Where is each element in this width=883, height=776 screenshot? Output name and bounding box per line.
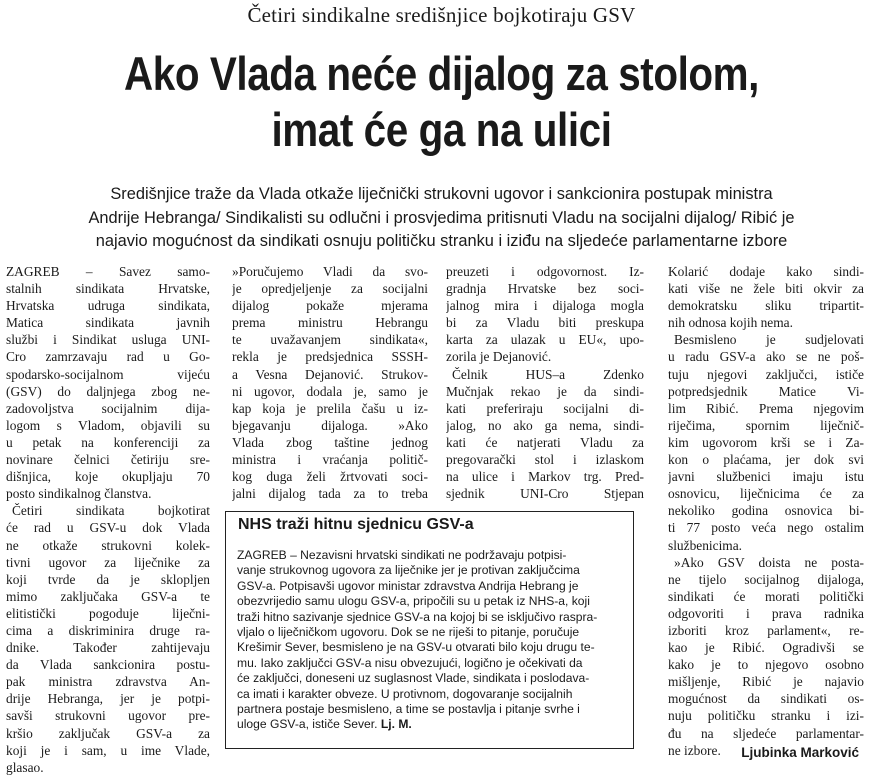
article-column-4	[668, 263, 864, 759]
sidebar-box-line	[237, 640, 621, 655]
article-line: nekoliko godina osnovica bi-	[668, 503, 864, 519]
article-line: bjegavanju dijaloga. »Ako	[232, 417, 428, 433]
article-line: elitistički pogoduje liječni-	[6, 605, 210, 621]
sidebar-box-line-text: mu. Iako zaključci GSV-a nisu obvezujući, logično je očekivati da	[237, 655, 583, 670]
article-line: karta za ulazak u EU«, upo-	[446, 332, 644, 348]
article-line: novinare čelnici četiriju sre-	[6, 452, 210, 468]
article-line: tivni ugovor za liječnike za	[6, 554, 210, 570]
article-line: kog duga želi žrtvovati soci-	[232, 469, 428, 485]
article-line: potpredsjednik Matice Vi-	[668, 383, 864, 399]
article-line: na ulice i Markov trg. Pred-	[446, 469, 644, 485]
sidebar-box-line	[237, 610, 621, 625]
sidebar-box-line	[237, 687, 621, 702]
article-line: kim ugovorom krši se i Za-	[668, 434, 864, 450]
article-line: jalog, no ako ga nema, sindi-	[446, 417, 644, 433]
headline-line: Ako Vlada neće dijalog za stolom,	[124, 47, 759, 100]
article-line: sindikati će morati politički	[668, 588, 864, 604]
article-line: da Vlada sankcionira postu-	[6, 657, 210, 673]
sidebar-box-line	[237, 563, 621, 578]
article-line: kati preferiraju socijalni di-	[446, 400, 644, 416]
article-line: spodarsko-socijalnom vijeću	[6, 366, 210, 382]
headline-line: imat će ga na ulici	[271, 103, 612, 156]
sidebar-box-line	[237, 594, 621, 609]
article-line: tuju njegovi zaključci, ističe	[668, 366, 864, 382]
sidebar-box-line-text: ZAGREB – Nezavisni hrvatski sindikati ne podržavaju potpisi-	[237, 548, 567, 562]
article-line: demokratsku sliku tripartit-	[668, 298, 864, 314]
article-line: nih odnosa kojih nema.	[668, 315, 793, 331]
article-line: Kolarić dodaje kako sindi-	[668, 264, 864, 279]
sidebar-box-line-text: obezvrijedio samu ulogu GSV-a, pripočili su u petak iz NHS-a, koji	[237, 594, 590, 609]
article-line: koji tvrde da je sklopljen	[6, 571, 210, 587]
article-line: službenicima.	[668, 537, 742, 553]
sidebar-box-line	[237, 625, 621, 640]
lede-line: Andrije Hebranga/ Sindikalisti su odlučni i prosvjedima pritisnuti Vladu na socijalni dijalog/ Ribić je	[88, 208, 795, 227]
article-line: ti 77 posto veća nego ostalim	[668, 520, 864, 536]
article-column-1	[6, 263, 210, 776]
article-line: kon o plaćama, jer dok svi	[668, 452, 864, 468]
article-line: rekla je predsjednica SSSH-	[232, 349, 428, 365]
article-line: ministra i vraćanja politič-	[232, 452, 428, 468]
sidebar-box-line	[237, 671, 621, 686]
article-line: kap koja je prelila čašu u iz-	[232, 400, 428, 416]
sidebar-box-line-text: partnera postaje besmisleno, a time se postavlja i pitanje svrhe i	[237, 701, 580, 716]
article-line: koji je i sam, u ime Vlade,	[6, 742, 210, 758]
article-line: ne izbore.	[668, 742, 721, 758]
article-line: Četiri sindikata bojkotirat	[12, 503, 210, 519]
article-line: kršio zaključak GSV-a za	[6, 725, 210, 741]
article-line: jalni dijalog tada za to treba	[232, 486, 428, 502]
article-line: kako je to njegovo osobno	[668, 657, 864, 673]
article-line: pregovarački stol i izlaskom	[446, 452, 644, 468]
article-line: sjednik UNI-Cro Stjepan	[446, 486, 644, 502]
sidebar-box-title: NHS traži hitnu sjednicu GSV-a	[238, 516, 474, 533]
article-line: dnike. Također zahtijevaju	[6, 640, 210, 656]
article-line: kati će natjerati Vladu za	[446, 434, 644, 450]
sidebar-box-line	[237, 717, 621, 732]
article-line: jalnog mira i dijaloga mogla	[446, 298, 644, 314]
lede	[0, 183, 883, 254]
sidebar-box-line-text: GSV-a. Potpisavši ugovor ministar zdravstva Andrija Hebrang je	[237, 578, 579, 593]
article-line: bi za Vladu biti preskupa	[446, 315, 644, 331]
byline: Ljubinka Marković	[741, 745, 859, 760]
article-line: u petak na konferenciji za	[6, 434, 210, 450]
kicker: Četiri sindikalne središnjice bojkotiraju GSV	[247, 3, 636, 27]
article-line: izboriti kroz parlament«, re-	[668, 622, 864, 638]
article-line: logom s Vladom, objavili su	[6, 417, 210, 433]
article-line: a Vesna Dejanović. Strukov-	[232, 366, 428, 382]
article-line: osnovicu, liječnicima će za	[668, 486, 864, 502]
article-line: ne tijelo socijalnog dijaloga,	[668, 571, 864, 587]
article-line: Besmisleno je sudjelovati	[674, 332, 864, 348]
lede-line: Središnjice traže da Vlada otkaže liječnički strukovni ugovor i sankcionira postupak ministra	[110, 185, 773, 203]
article-line: prema ministru Hebrangu	[232, 315, 428, 331]
sidebar-box-line-text: vljalo o liječničkom ugovoru. Dok se ne riješi to pitanje, poručuje	[237, 624, 580, 639]
article-line: ZAGREB – Savez samo-	[6, 264, 210, 279]
sidebar-box-line-text: Krešimir Sever, besmisleno je na GSV-u otvarati bilo koju drugu te-	[237, 640, 595, 655]
article-line: te uvažavanjem sindikata«,	[232, 332, 428, 348]
article-line: Hrvatska udruga sindikata,	[6, 298, 210, 314]
sidebar-box-line	[237, 702, 621, 717]
article-line: javni službenici imaju istu	[668, 469, 864, 485]
article-line: mišljenje, Ribić je najavio	[668, 674, 864, 690]
article-line: ni ugovor, dodala je, samo je	[232, 383, 428, 399]
article-line: đu na sljedeće parlamentar-	[668, 725, 864, 741]
article-line: mogućnost da sindikati os-	[668, 691, 864, 707]
article-line: kao je Ribić. Ogradivši se	[668, 640, 864, 656]
article-line: riječima, spornim liječnič-	[668, 417, 864, 433]
article-line: Mučnjak rekao je da sindi-	[446, 383, 644, 399]
sidebar-box-line	[237, 656, 621, 671]
sidebar-box-line-text: uloge GSV-a, ističe Sever.	[237, 717, 378, 732]
article-line: zorila je Dejanović.	[446, 349, 552, 365]
article-line: dišnjica, koje okupljaju 70	[6, 469, 210, 485]
article-line: drije Hebranga, jer je potpi-	[6, 691, 210, 707]
sidebar-box-line	[237, 548, 621, 563]
article-line: mimo zaključaka GSV-a te	[6, 588, 210, 604]
article-line: Matica sindikata javnih	[6, 315, 210, 331]
article-line: savši strukovni ugovor pre-	[6, 708, 210, 724]
article-line: »Ako GSV doista ne posta-	[674, 554, 864, 570]
sidebar-box-body	[237, 548, 621, 733]
sidebar-box-line-text: će zaključci, doneseni uz suglasnost Vlade, sindikata i poslodava-	[237, 671, 590, 686]
article-line: lim Ribić. Prema njegovim	[668, 400, 864, 416]
article-line: zadovoljstva socijalnim dija-	[6, 400, 210, 416]
article-line: »Poručujemo Vladi da svo-	[232, 264, 428, 279]
article-line: Cro zamrzavaju rad u Go-	[6, 349, 210, 365]
article-line: nuju političku stranku i izi-	[668, 708, 864, 724]
article-line: posto sindikalnog članstva.	[6, 486, 152, 502]
article-line: Čelnik HUS–a Zdenko	[452, 366, 644, 382]
article-line: u radu GSV-a ako se ne poš-	[668, 349, 864, 365]
article-line: cima a diskriminira druge ra-	[6, 622, 210, 638]
sidebar-box-line-text: traži hitno sazivanje sjednice GSV-a na kojoj bi se isključivo raspra-	[237, 609, 598, 624]
sidebar-box-signature: Lj. M.	[380, 717, 412, 732]
headline	[62, 46, 821, 158]
article-line: dijalog pokaže mjerama	[232, 298, 428, 314]
article-line: glasao.	[6, 759, 44, 775]
article-line: pak ministra zdravstva An-	[6, 674, 210, 690]
article-line: preuzeti i odgovornost. Iz-	[446, 264, 644, 279]
sidebar-box	[225, 511, 634, 749]
article-line: odgovoriti i prava radnika	[668, 605, 864, 621]
article-line: kati više ne žele biti okvir za	[668, 281, 864, 297]
sidebar-box-line-text: vanje strukovnog ugovora za liječnike jer je protivan zaključcima	[237, 563, 580, 578]
sidebar-box-line	[237, 579, 621, 594]
article-line: će rad u GSV-u dok Vlada	[6, 520, 210, 536]
article-line: stalnih sindikata Hrvatske,	[6, 281, 210, 297]
article-line: Vlada zbog taštine jednog	[232, 434, 428, 450]
article-line: (GSV) do daljnjega zbog ne-	[6, 383, 210, 399]
article-line: gradnja Hrvatske bez soci-	[446, 281, 644, 297]
lede-line: najavio mogućnost da sindikati osnuju političku stranku i iziđu na sljedeće parlamentarne izbore	[95, 232, 788, 250]
article-column-2	[232, 263, 428, 502]
sidebar-box-line-text: ca imati i karakter obveze. U protivnom, dogovaranje socijalnih	[237, 686, 573, 701]
article-line: ne otkaže strukovni kolek-	[6, 537, 210, 553]
article-line: je opredjeljenje za socijalni	[232, 281, 428, 297]
article-column-3	[446, 263, 644, 502]
article-line: službi i Sindikat usluga UNI-	[6, 332, 210, 348]
